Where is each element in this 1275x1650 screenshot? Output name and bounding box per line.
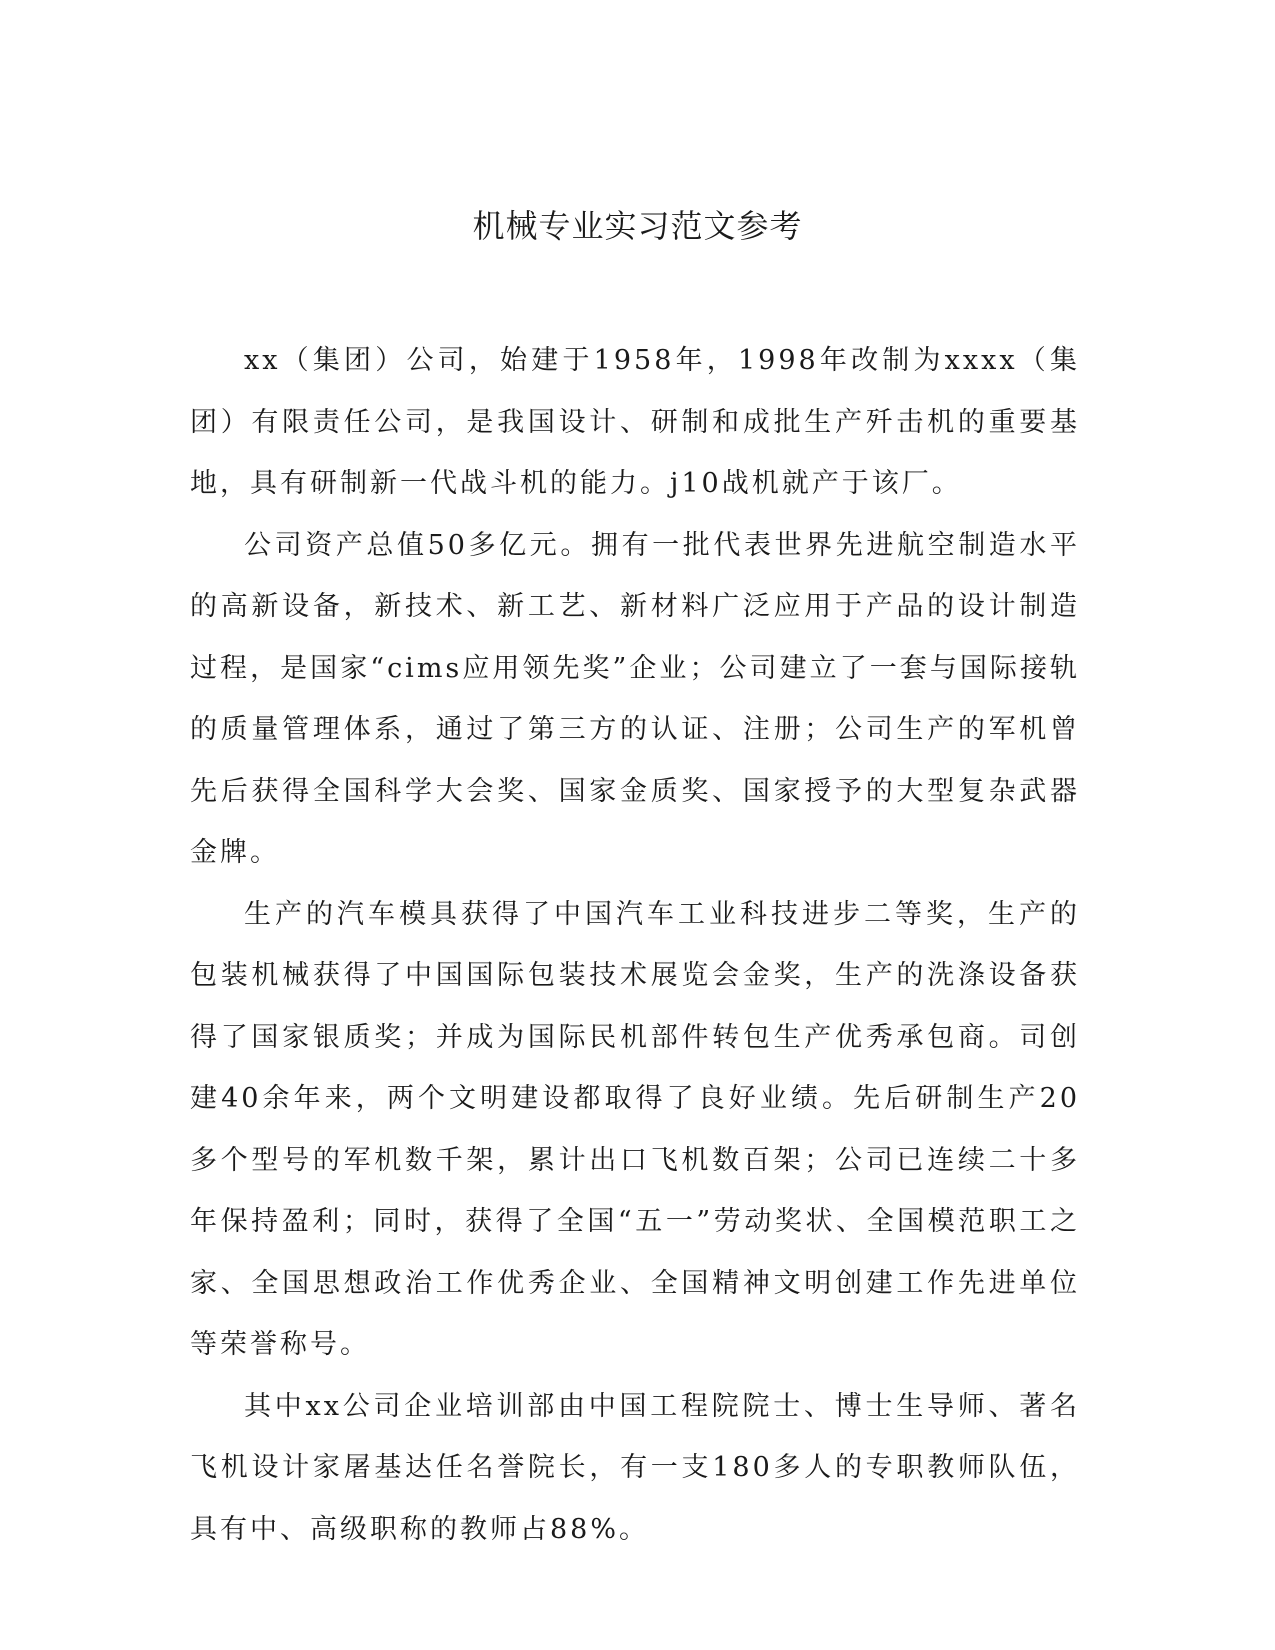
paragraph-products-and-honors: 生产的汽车模具获得了中国汽车工业科技进步二等奖，生产的包装机械获得了中国国际包装技术展览会金奖，生产的洗涤设备获得了国家银质奖；并成为国际民机部件转包生产优秀承包商。司创建40余年来，两个文明建设都取得了良好业绩。先后研制生产20多个型号的军机数千架，累计出口飞机数百架；公司已连续二十多年保持盈利；同时，获得了全国“五一”劳动奖状、全国模范职工之家、全国思想政治工作优秀企业、全国精神文明创建工作先进单位等荣誉称号。 [190,898,1080,1360]
paragraph-company-history: xx（集团）公司，始建于1958年，1998年改制为xxxx（集团）有限责任公司，是我国设计、研制和成批生产歼击机的重要基地，具有研制新一代战斗机的能力。j10战机就产于该厂。 [190,345,1080,499]
paragraph-assets-and-awards: 公司资产总值50多亿元。拥有一批代表世界先进航空制造水平的高新设备，新技术、新工艺、新材料广泛应用于产品的设计制造过程，是国家“cims应用领先奖”企业；公司建立了一套与国际接轨的质量管理体系，通过了第三方的认证、注册；公司生产的军机曾先后获得全国科学大会奖、国家金质奖、国家授予的大型复杂武器金牌。 [190,529,1080,868]
document-title: 机械专业实习范文参考 [472,207,803,245]
paragraph-training-department: 其中xx公司企业培训部由中国工程院院士、博士生导师、著名飞机设计家屠基达任名誉院长，有一支180多人的专职教师队伍，具有中、高级职称的教师占88%。 [190,1390,1080,1545]
document-body [190,330,1080,1560]
